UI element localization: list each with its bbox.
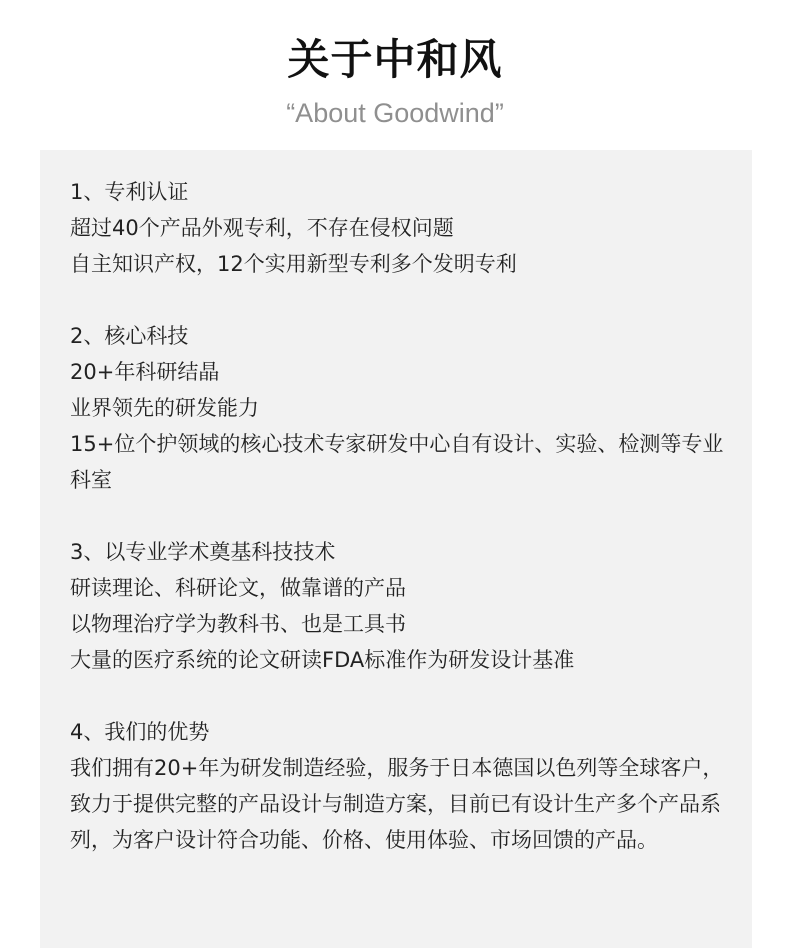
section-heading: 2、核心科技 [70,324,189,348]
section-heading: 1、专利认证 [70,180,189,204]
section-line: 15+位个护领域的核心技术专家研发中心自有设计、实验、检测等专业科室 [70,432,724,492]
section-line: 我们拥有20+年为研发制造经验，服务于日本德国以色列等全球客户，致力于提供完整的产品设计与制造方案，目前已有设计生产多个产品系列，为客户设计符合功能、价格、使用体验、市场回馈的产品。 [70,756,724,852]
content-panel [40,150,752,948]
section-line: 超过40个产品外观专利，不存在侵权问题 [70,216,454,240]
section-line: 大量的医疗系统的论文研读FDA标准作为研发设计基准 [70,648,575,672]
page-title: 关于中和风 [287,35,503,84]
section-heading: 3、以专业学术奠基科技技术 [70,540,336,564]
section-line: 业界领先的研发能力 [70,396,259,420]
section-line: 自主知识产权，12个实用新型专利多个发明专利 [70,252,517,276]
section-line: 以物理治疗学为教科书、也是工具书 [70,612,406,636]
section-heading: 4、我们的优势 [70,720,210,744]
section-line: 研读理论、科研论文，做靠谱的产品 [70,576,406,600]
page-subtitle: “About Goodwind” [286,98,504,128]
section-academic-foundation [70,534,730,678]
section-line: 20+年科研结晶 [70,360,220,384]
section-advantages [70,714,730,858]
content-text [70,174,730,894]
section-core-technology [70,318,730,498]
section-patents [70,174,730,282]
